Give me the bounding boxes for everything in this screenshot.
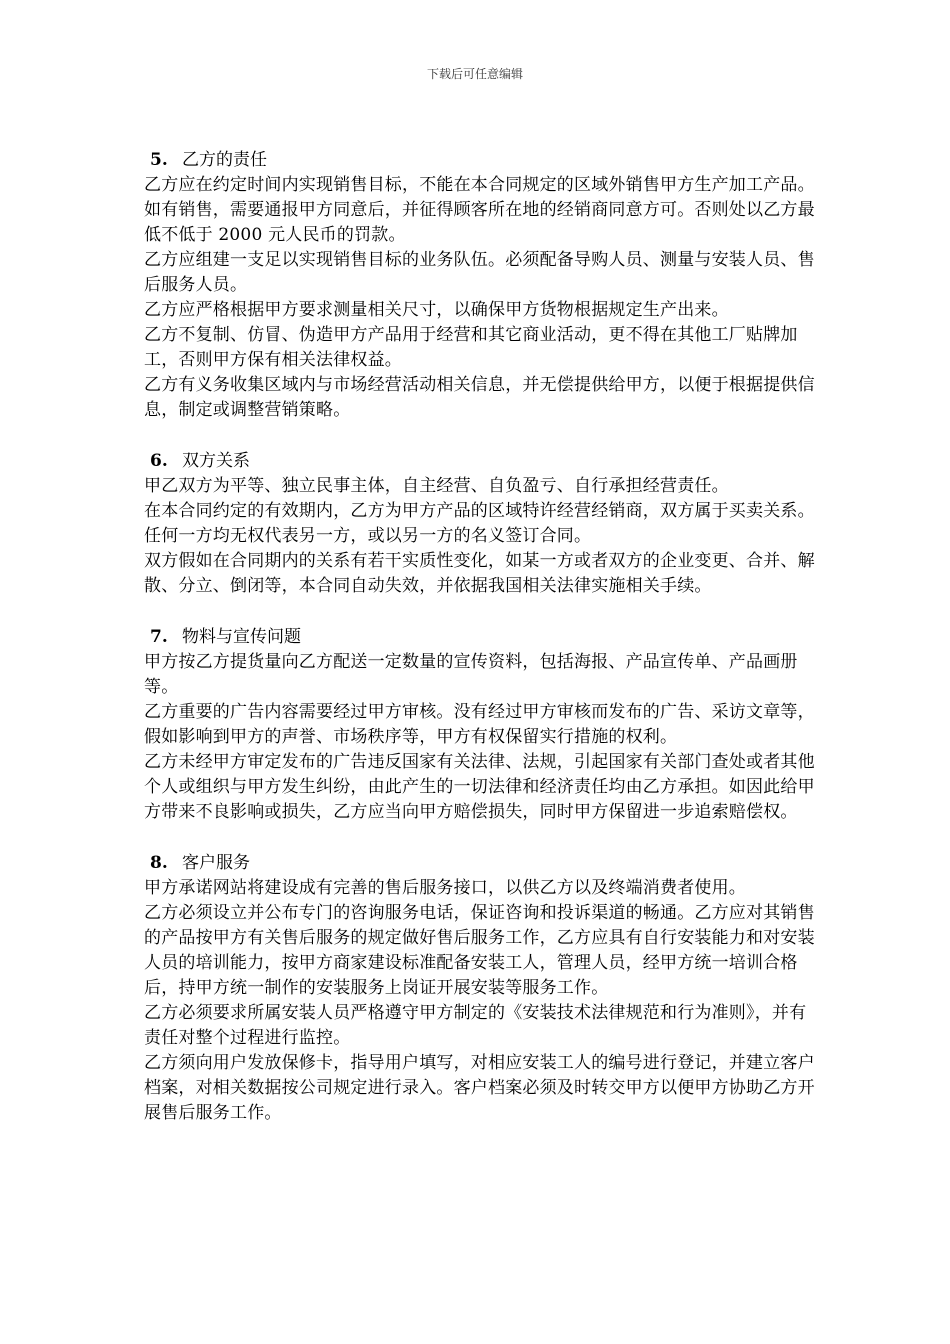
section-heading: [144, 851, 816, 876]
page-header-note: 下载后可任意编辑: [426, 67, 523, 81]
paragraph: 甲方承诺网站将建设成有完善的售后服务接口，以供乙方以及终端消费者使用。: [144, 878, 746, 898]
section-seller-responsibilities: [144, 148, 816, 423]
paragraph: 乙方有义务收集区域内与市场经营活动相关信息，并无偿提供给甲方，以便于根据提供信息，制定或调整营销策略。: [144, 375, 815, 420]
section-title: 客户服务: [182, 853, 250, 873]
section-heading: [144, 449, 816, 474]
paragraph: 在本合同约定的有效期内，乙方为甲方产品的区域特许经营经销商，双方属于买卖关系。任何一方均无权代表另一方，或以另一方的名义签订合同。: [144, 501, 815, 546]
paragraph: 乙方未经甲方审定发布的广告违反国家有关法律、法规，引起国家有关部门查处或者其他个人或组织与甲方发生纠纷，由此产生的一切法律和经济责任均由乙方承担。如因此给甲方带来不良影响或损失，乙方应当向甲方赔偿损失，同时甲方保留进一步追索赔偿权。: [144, 752, 815, 822]
section-number: 6.: [150, 451, 168, 471]
section-title: 乙方的责任: [182, 150, 267, 170]
paragraph: 甲方按乙方提货量向乙方配送一定数量的宣传资料，包括海报、产品宣传单、产品画册等。: [144, 652, 798, 697]
paragraph: 乙方不复制、仿冒、伪造甲方产品用于经营和其它商业活动，更不得在其他工厂贴牌加工，否则甲方保有相关法律权益。: [144, 325, 798, 370]
paragraph: 乙方应严格根据甲方要求测量相关尺寸，以确保甲方货物根据规定生产出来。: [144, 300, 729, 320]
section-number: 5.: [150, 150, 168, 170]
paragraph: 乙方须向用户发放保修卡，指导用户填写，对相应安装工人的编号进行登记，并建立客户档案，对相关数据按公司规定进行录入。客户档案必须及时转交甲方以便甲方协助乙方开展售后服务工作。: [144, 1053, 815, 1123]
paragraph: 乙方应组建一支足以实现销售目标的业务队伍。必须配备导购人员、测量与安装人员、售后服务人员。: [144, 250, 815, 295]
section-number: 8.: [150, 853, 168, 873]
section-heading: [144, 148, 816, 173]
section-heading: [144, 625, 816, 650]
section-title: 双方关系: [182, 451, 250, 471]
paragraph: 乙方重要的广告内容需要经过甲方审核。没有经过甲方审核而发布的广告、采访文章等，假如影响到甲方的声誉、市场秩序等，甲方有权保留实行措施的权利。: [144, 702, 815, 747]
section-materials-promotion: [144, 625, 816, 825]
section-title: 物料与宣传问题: [182, 627, 301, 647]
paragraph: 乙方应在约定时间内实现销售目标，不能在本合同规定的区域外销售甲方生产加工产品。如有销售，需要通报甲方同意后，并征得顾客所在地的经销商同意方可。否则处以乙方最低不低于 2000 元人民币的罚款。: [144, 175, 815, 245]
paragraph: 甲乙双方为平等、独立民事主体，自主经营、自负盈亏、自行承担经营责任。: [144, 476, 729, 496]
paragraph: 双方假如在合同期内的关系有若干实质性变化，如某一方或者双方的企业变更、合并、解散、分立、倒闭等，本合同自动失效，并依据我国相关法律实施相关手续。: [144, 551, 815, 596]
section-number: 7.: [150, 627, 168, 647]
paragraph: 乙方必须设立并公布专门的咨询服务电话，保证咨询和投诉渠道的畅通。乙方应对其销售的产品按甲方有关售后服务的规定做好售后服务工作，乙方应具有自行安装能力和对安装人员的培训能力，按甲方商家建设标准配备安装工人，管理人员，经甲方统一培训合格后，持甲方统一制作的安装服务上岗证开展安装等服务工作。: [144, 903, 815, 998]
document-body: [144, 148, 816, 1152]
section-customer-service: [144, 851, 816, 1126]
paragraph: 乙方必须要求所属安装人员严格遵守甲方制定的《安装技术法律规范和行为准则》，并有责任对整个过程进行监控。: [144, 1003, 807, 1048]
section-party-relationship: [144, 449, 816, 599]
